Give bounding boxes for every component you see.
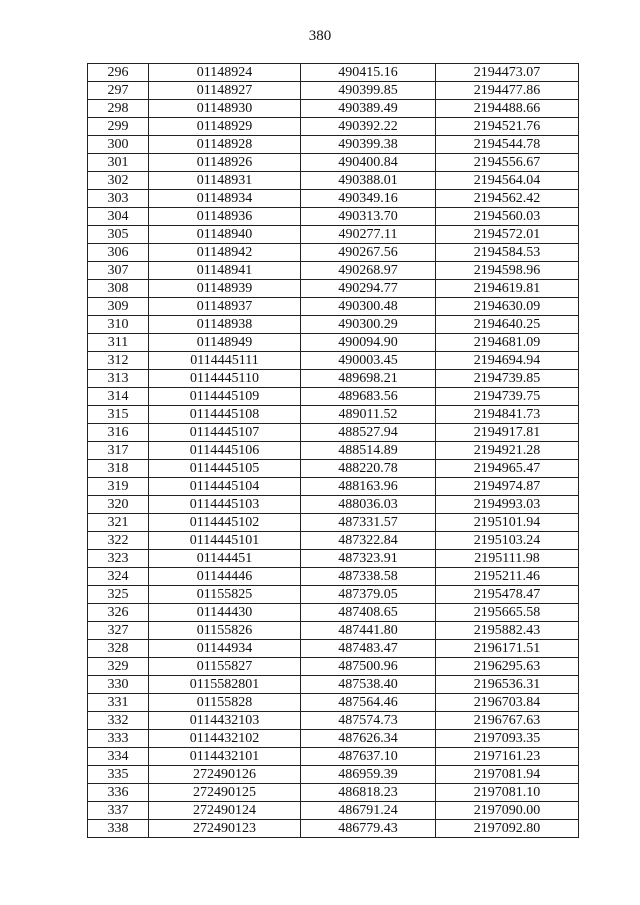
x-coordinate-cell: 487338.58 bbox=[301, 568, 436, 586]
row-number-cell: 301 bbox=[88, 154, 149, 172]
x-coordinate-cell: 490349.16 bbox=[301, 190, 436, 208]
point-id-cell: 0114445110 bbox=[149, 370, 301, 388]
row-number-cell: 316 bbox=[88, 424, 149, 442]
table-row bbox=[88, 658, 579, 676]
table-row bbox=[88, 244, 579, 262]
point-id-cell: 01144430 bbox=[149, 604, 301, 622]
x-coordinate-cell: 490400.84 bbox=[301, 154, 436, 172]
point-id-cell: 0114445107 bbox=[149, 424, 301, 442]
point-id-cell: 01155826 bbox=[149, 622, 301, 640]
table-body bbox=[88, 64, 579, 838]
y-coordinate-cell: 2197081.10 bbox=[436, 784, 579, 802]
row-number-cell: 311 bbox=[88, 334, 149, 352]
table-row bbox=[88, 568, 579, 586]
x-coordinate-cell: 489683.56 bbox=[301, 388, 436, 406]
point-id-cell: 01148931 bbox=[149, 172, 301, 190]
row-number-cell: 314 bbox=[88, 388, 149, 406]
x-coordinate-cell: 490415.16 bbox=[301, 64, 436, 82]
y-coordinate-cell: 2194917.81 bbox=[436, 424, 579, 442]
y-coordinate-cell: 2194739.85 bbox=[436, 370, 579, 388]
table-row bbox=[88, 388, 579, 406]
point-id-cell: 01148927 bbox=[149, 82, 301, 100]
y-coordinate-cell: 2197093.35 bbox=[436, 730, 579, 748]
x-coordinate-cell: 487500.96 bbox=[301, 658, 436, 676]
y-coordinate-cell: 2194473.07 bbox=[436, 64, 579, 82]
y-coordinate-cell: 2194477.86 bbox=[436, 82, 579, 100]
y-coordinate-cell: 2194556.67 bbox=[436, 154, 579, 172]
point-id-cell: 0114445103 bbox=[149, 496, 301, 514]
point-id-cell: 01148937 bbox=[149, 298, 301, 316]
row-number-cell: 306 bbox=[88, 244, 149, 262]
x-coordinate-cell: 490277.11 bbox=[301, 226, 436, 244]
point-id-cell: 0114445111 bbox=[149, 352, 301, 370]
x-coordinate-cell: 487323.91 bbox=[301, 550, 436, 568]
point-id-cell: 0114445106 bbox=[149, 442, 301, 460]
table-row bbox=[88, 532, 579, 550]
y-coordinate-cell: 2194544.78 bbox=[436, 136, 579, 154]
row-number-cell: 335 bbox=[88, 766, 149, 784]
table-row bbox=[88, 82, 579, 100]
row-number-cell: 298 bbox=[88, 100, 149, 118]
row-number-cell: 319 bbox=[88, 478, 149, 496]
point-id-cell: 0114445101 bbox=[149, 532, 301, 550]
y-coordinate-cell: 2194630.09 bbox=[436, 298, 579, 316]
point-id-cell: 01144451 bbox=[149, 550, 301, 568]
row-number-cell: 320 bbox=[88, 496, 149, 514]
row-number-cell: 324 bbox=[88, 568, 149, 586]
y-coordinate-cell: 2194965.47 bbox=[436, 460, 579, 478]
table-row bbox=[88, 100, 579, 118]
row-number-cell: 317 bbox=[88, 442, 149, 460]
table-row bbox=[88, 694, 579, 712]
point-id-cell: 01148936 bbox=[149, 208, 301, 226]
x-coordinate-cell: 490294.77 bbox=[301, 280, 436, 298]
row-number-cell: 315 bbox=[88, 406, 149, 424]
point-id-cell: 01148939 bbox=[149, 280, 301, 298]
table-row bbox=[88, 514, 579, 532]
x-coordinate-cell: 487538.40 bbox=[301, 676, 436, 694]
table-row bbox=[88, 334, 579, 352]
y-coordinate-cell: 2194488.66 bbox=[436, 100, 579, 118]
row-number-cell: 323 bbox=[88, 550, 149, 568]
table-row bbox=[88, 154, 579, 172]
row-number-cell: 338 bbox=[88, 820, 149, 838]
point-id-cell: 01155828 bbox=[149, 694, 301, 712]
point-id-cell: 272490123 bbox=[149, 820, 301, 838]
y-coordinate-cell: 2194841.73 bbox=[436, 406, 579, 424]
point-id-cell: 01155827 bbox=[149, 658, 301, 676]
x-coordinate-cell: 488220.78 bbox=[301, 460, 436, 478]
x-coordinate-cell: 486959.39 bbox=[301, 766, 436, 784]
table-row bbox=[88, 802, 579, 820]
row-number-cell: 310 bbox=[88, 316, 149, 334]
point-id-cell: 01148926 bbox=[149, 154, 301, 172]
table-row bbox=[88, 478, 579, 496]
table-row bbox=[88, 676, 579, 694]
row-number-cell: 305 bbox=[88, 226, 149, 244]
table-row bbox=[88, 352, 579, 370]
row-number-cell: 318 bbox=[88, 460, 149, 478]
row-number-cell: 322 bbox=[88, 532, 149, 550]
point-id-cell: 01148929 bbox=[149, 118, 301, 136]
table-row bbox=[88, 820, 579, 838]
point-id-cell: 01148928 bbox=[149, 136, 301, 154]
table-row bbox=[88, 226, 579, 244]
row-number-cell: 334 bbox=[88, 748, 149, 766]
table-row bbox=[88, 784, 579, 802]
y-coordinate-cell: 2194681.09 bbox=[436, 334, 579, 352]
point-id-cell: 272490126 bbox=[149, 766, 301, 784]
y-coordinate-cell: 2194598.96 bbox=[436, 262, 579, 280]
x-coordinate-cell: 490313.70 bbox=[301, 208, 436, 226]
point-id-cell: 0114445105 bbox=[149, 460, 301, 478]
y-coordinate-cell: 2197081.94 bbox=[436, 766, 579, 784]
x-coordinate-cell: 489698.21 bbox=[301, 370, 436, 388]
y-coordinate-cell: 2194562.42 bbox=[436, 190, 579, 208]
table-row bbox=[88, 298, 579, 316]
table-row bbox=[88, 262, 579, 280]
y-coordinate-cell: 2195665.58 bbox=[436, 604, 579, 622]
point-id-cell: 01144446 bbox=[149, 568, 301, 586]
row-number-cell: 325 bbox=[88, 586, 149, 604]
table-row bbox=[88, 316, 579, 334]
x-coordinate-cell: 490388.01 bbox=[301, 172, 436, 190]
x-coordinate-cell: 486779.43 bbox=[301, 820, 436, 838]
x-coordinate-cell: 490300.29 bbox=[301, 316, 436, 334]
y-coordinate-cell: 2195478.47 bbox=[436, 586, 579, 604]
point-id-cell: 01148938 bbox=[149, 316, 301, 334]
x-coordinate-cell: 488514.89 bbox=[301, 442, 436, 460]
row-number-cell: 337 bbox=[88, 802, 149, 820]
x-coordinate-cell: 488036.03 bbox=[301, 496, 436, 514]
point-id-cell: 01148942 bbox=[149, 244, 301, 262]
point-id-cell: 01148924 bbox=[149, 64, 301, 82]
x-coordinate-cell: 486818.23 bbox=[301, 784, 436, 802]
x-coordinate-cell: 490399.38 bbox=[301, 136, 436, 154]
row-number-cell: 297 bbox=[88, 82, 149, 100]
point-id-cell: 01148930 bbox=[149, 100, 301, 118]
x-coordinate-cell: 489011.52 bbox=[301, 406, 436, 424]
row-number-cell: 333 bbox=[88, 730, 149, 748]
table-row bbox=[88, 370, 579, 388]
x-coordinate-cell: 487626.34 bbox=[301, 730, 436, 748]
table-row bbox=[88, 496, 579, 514]
row-number-cell: 300 bbox=[88, 136, 149, 154]
x-coordinate-cell: 490399.85 bbox=[301, 82, 436, 100]
y-coordinate-cell: 2195111.98 bbox=[436, 550, 579, 568]
point-id-cell: 0115582801 bbox=[149, 676, 301, 694]
table-row bbox=[88, 64, 579, 82]
y-coordinate-cell: 2195101.94 bbox=[436, 514, 579, 532]
row-number-cell: 331 bbox=[88, 694, 149, 712]
x-coordinate-cell: 487331.57 bbox=[301, 514, 436, 532]
y-coordinate-cell: 2197161.23 bbox=[436, 748, 579, 766]
row-number-cell: 304 bbox=[88, 208, 149, 226]
point-id-cell: 0114445108 bbox=[149, 406, 301, 424]
y-coordinate-cell: 2194619.81 bbox=[436, 280, 579, 298]
y-coordinate-cell: 2194921.28 bbox=[436, 442, 579, 460]
table-row bbox=[88, 712, 579, 730]
row-number-cell: 303 bbox=[88, 190, 149, 208]
y-coordinate-cell: 2195882.43 bbox=[436, 622, 579, 640]
table-row bbox=[88, 748, 579, 766]
table-row bbox=[88, 208, 579, 226]
row-number-cell: 309 bbox=[88, 298, 149, 316]
table-row bbox=[88, 550, 579, 568]
x-coordinate-cell: 490268.97 bbox=[301, 262, 436, 280]
x-coordinate-cell: 487408.65 bbox=[301, 604, 436, 622]
x-coordinate-cell: 487637.10 bbox=[301, 748, 436, 766]
point-id-cell: 0114445102 bbox=[149, 514, 301, 532]
row-number-cell: 329 bbox=[88, 658, 149, 676]
x-coordinate-cell: 490267.56 bbox=[301, 244, 436, 262]
y-coordinate-cell: 2194560.03 bbox=[436, 208, 579, 226]
x-coordinate-cell: 488527.94 bbox=[301, 424, 436, 442]
y-coordinate-cell: 2196767.63 bbox=[436, 712, 579, 730]
row-number-cell: 332 bbox=[88, 712, 149, 730]
table-row bbox=[88, 766, 579, 784]
table-row bbox=[88, 406, 579, 424]
table-row bbox=[88, 622, 579, 640]
y-coordinate-cell: 2196703.84 bbox=[436, 694, 579, 712]
x-coordinate-cell: 487564.46 bbox=[301, 694, 436, 712]
point-id-cell: 272490124 bbox=[149, 802, 301, 820]
x-coordinate-cell: 490300.48 bbox=[301, 298, 436, 316]
row-number-cell: 336 bbox=[88, 784, 149, 802]
row-number-cell: 296 bbox=[88, 64, 149, 82]
table-row bbox=[88, 190, 579, 208]
point-id-cell: 01148934 bbox=[149, 190, 301, 208]
point-id-cell: 272490125 bbox=[149, 784, 301, 802]
y-coordinate-cell: 2194974.87 bbox=[436, 478, 579, 496]
row-number-cell: 302 bbox=[88, 172, 149, 190]
x-coordinate-cell: 490392.22 bbox=[301, 118, 436, 136]
point-id-cell: 0114432101 bbox=[149, 748, 301, 766]
table-row bbox=[88, 424, 579, 442]
x-coordinate-cell: 487574.73 bbox=[301, 712, 436, 730]
row-number-cell: 328 bbox=[88, 640, 149, 658]
point-id-cell: 0114432102 bbox=[149, 730, 301, 748]
y-coordinate-cell: 2196295.63 bbox=[436, 658, 579, 676]
row-number-cell: 327 bbox=[88, 622, 149, 640]
y-coordinate-cell: 2194564.04 bbox=[436, 172, 579, 190]
y-coordinate-cell: 2194993.03 bbox=[436, 496, 579, 514]
y-coordinate-cell: 2194739.75 bbox=[436, 388, 579, 406]
x-coordinate-cell: 486791.24 bbox=[301, 802, 436, 820]
table-row bbox=[88, 586, 579, 604]
x-coordinate-cell: 490094.90 bbox=[301, 334, 436, 352]
row-number-cell: 330 bbox=[88, 676, 149, 694]
row-number-cell: 312 bbox=[88, 352, 149, 370]
y-coordinate-cell: 2194694.94 bbox=[436, 352, 579, 370]
row-number-cell: 326 bbox=[88, 604, 149, 622]
row-number-cell: 313 bbox=[88, 370, 149, 388]
y-coordinate-cell: 2194584.53 bbox=[436, 244, 579, 262]
x-coordinate-cell: 487322.84 bbox=[301, 532, 436, 550]
table-row bbox=[88, 730, 579, 748]
y-coordinate-cell: 2194640.25 bbox=[436, 316, 579, 334]
point-id-cell: 0114445104 bbox=[149, 478, 301, 496]
table-row bbox=[88, 136, 579, 154]
x-coordinate-cell: 488163.96 bbox=[301, 478, 436, 496]
table-row bbox=[88, 118, 579, 136]
row-number-cell: 321 bbox=[88, 514, 149, 532]
table-row bbox=[88, 442, 579, 460]
x-coordinate-cell: 487441.80 bbox=[301, 622, 436, 640]
y-coordinate-cell: 2195211.46 bbox=[436, 568, 579, 586]
table-row bbox=[88, 640, 579, 658]
row-number-cell: 307 bbox=[88, 262, 149, 280]
y-coordinate-cell: 2197092.80 bbox=[436, 820, 579, 838]
y-coordinate-cell: 2195103.24 bbox=[436, 532, 579, 550]
table-row bbox=[88, 172, 579, 190]
page-number: 380 bbox=[308, 28, 332, 44]
x-coordinate-cell: 487379.05 bbox=[301, 586, 436, 604]
y-coordinate-cell: 2194521.76 bbox=[436, 118, 579, 136]
table-row bbox=[88, 460, 579, 478]
point-id-cell: 01155825 bbox=[149, 586, 301, 604]
x-coordinate-cell: 487483.47 bbox=[301, 640, 436, 658]
point-id-cell: 0114445109 bbox=[149, 388, 301, 406]
row-number-cell: 299 bbox=[88, 118, 149, 136]
y-coordinate-cell: 2196536.31 bbox=[436, 676, 579, 694]
table-row bbox=[88, 604, 579, 622]
table-row bbox=[88, 280, 579, 298]
point-id-cell: 01148940 bbox=[149, 226, 301, 244]
y-coordinate-cell: 2197090.00 bbox=[436, 802, 579, 820]
x-coordinate-cell: 490389.49 bbox=[301, 100, 436, 118]
point-id-cell: 01148949 bbox=[149, 334, 301, 352]
point-id-cell: 0114432103 bbox=[149, 712, 301, 730]
y-coordinate-cell: 2194572.01 bbox=[436, 226, 579, 244]
coordinates-table bbox=[87, 63, 579, 838]
row-number-cell: 308 bbox=[88, 280, 149, 298]
y-coordinate-cell: 2196171.51 bbox=[436, 640, 579, 658]
x-coordinate-cell: 490003.45 bbox=[301, 352, 436, 370]
point-id-cell: 01148941 bbox=[149, 262, 301, 280]
point-id-cell: 01144934 bbox=[149, 640, 301, 658]
